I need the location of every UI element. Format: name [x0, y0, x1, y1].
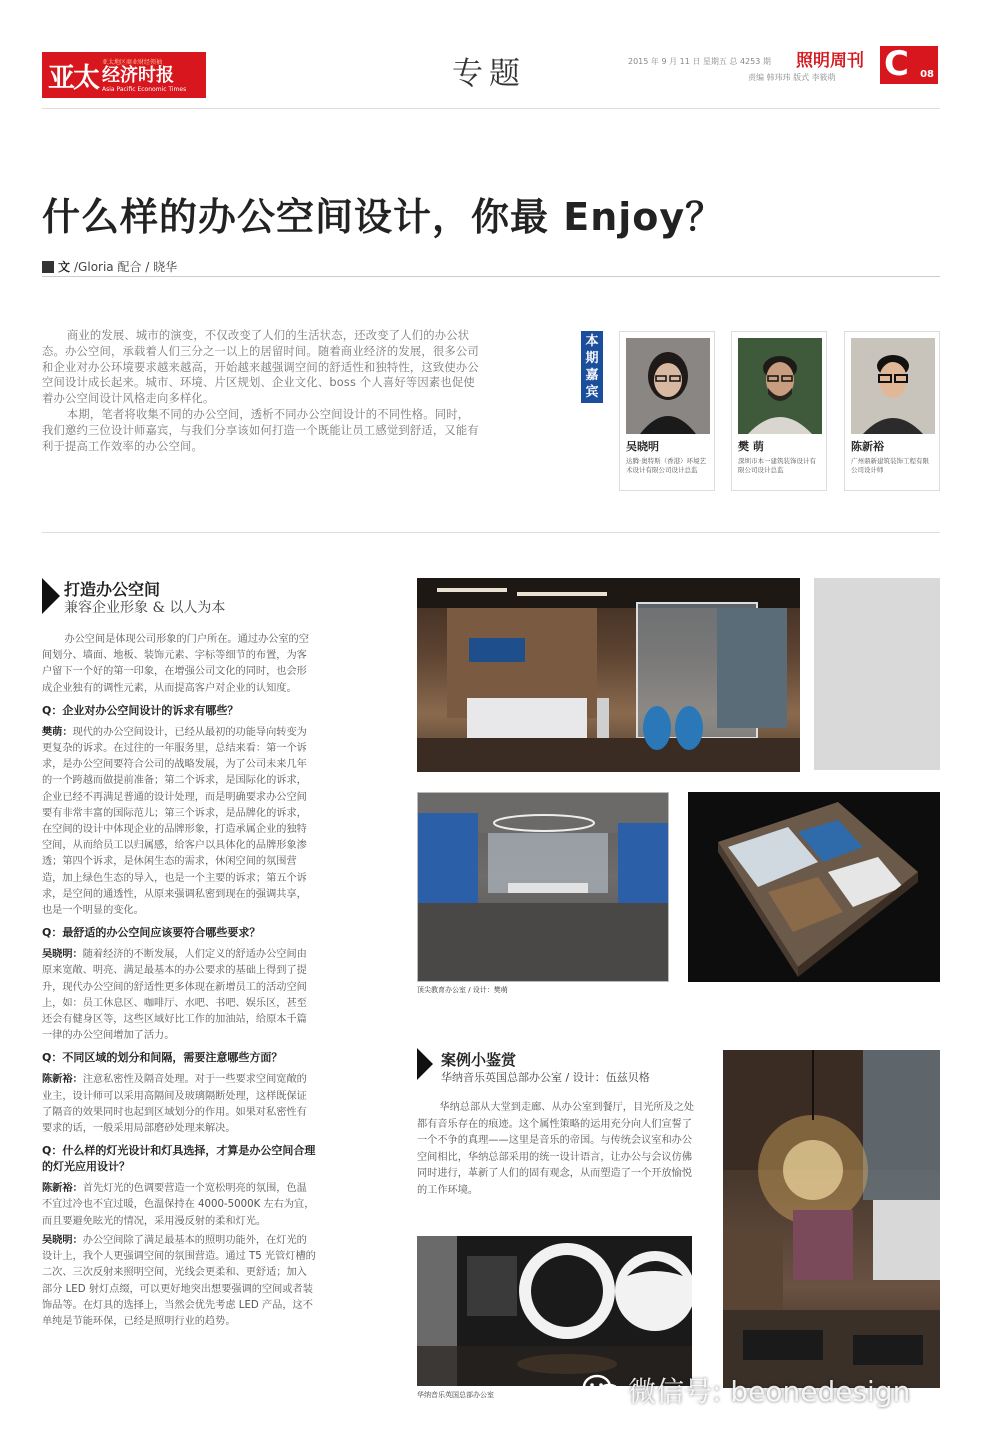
- answer: [42, 1072, 317, 1137]
- wechat-icon: [582, 1373, 622, 1407]
- issue-info: 2015 年 9 月 11 日 星期五 总 4253 期: [628, 57, 771, 66]
- guest-name: 陈新裕: [851, 440, 884, 453]
- guest-name: 樊 萌: [738, 440, 764, 453]
- page-number: 08: [920, 69, 934, 80]
- speaker: 樊萌：: [42, 726, 73, 738]
- placeholder-block: [814, 578, 940, 770]
- speaker: 吴晓明：: [42, 1234, 83, 1246]
- intro-paragraph: 商业的发展、城市的演变，不仅改变了人们的生活状态，还改变了人们的办公状态。办公空间，承载着人们三分之一以上的居留时间。随着商业经济的发展，很多公司和企业对办公环境要求越来越高，开始越来越强调空间的舒适性和独特性，这致使办公空间设计成长起来。城市、环境、片区规划、企业文化、boss 个人喜好等因素也促使着办公空间设计风格走向多样化。: [42, 329, 479, 406]
- divider: [42, 532, 940, 533]
- weekly-brand: 照明周刊: [796, 51, 864, 71]
- office-lobby-photo: [417, 578, 800, 772]
- section-arrow-icon: [417, 1048, 433, 1080]
- page-badge: [880, 46, 938, 84]
- floorplan-render-photo: [688, 792, 940, 982]
- section-heading: 打造办公空间: [64, 580, 161, 599]
- guest-photo: [851, 338, 935, 434]
- section-subheading: 华纳音乐英国总部办公室 / 设计：伍兹贝格: [441, 1071, 650, 1084]
- guest-card: [619, 331, 715, 491]
- warner-atrium-photo: [723, 1050, 940, 1388]
- intro-text: [42, 328, 480, 454]
- section-heading: 案例小鉴赏: [441, 1051, 517, 1069]
- portrait-icon: [626, 338, 710, 434]
- headline: 什么样的办公空间设计，你最 Enjoy？: [42, 195, 725, 239]
- byline-label: 文: [58, 260, 71, 274]
- answer-text: 随着经济的不断发展，人们定义的舒适办公空间由原来宽敞、明亮、满足最基本的办公要求的基础上得到了提升，现代办公空间的舒适性更多体现在新增员工的活动空间上，如：员工休息区、咖啡厅、水吧、书吧、娱乐区，甚至还会有健身区等，这些区域好比工作的加油站，给原本千篇一律的办公空间增加了活力。: [42, 949, 307, 1042]
- case-paragraph: 华纳总部从大堂到走廊、从办公室到餐厅，目光所及之处都有音乐存在的痕迹。这个属性策略的运用充分向人们宣誓了一个不争的真理——这里是音乐的帝国。与传统会议室和办公空间相比，华纳总部采用的统一设计语言，让办公与会议仿佛同时进行，革新了人们的固有观念，从而塑造了一个开放愉悦的工作环境。: [417, 1102, 695, 1196]
- guest-name: 吴晓明: [626, 440, 659, 453]
- guests-tag: 本期嘉宾: [581, 331, 603, 403]
- section-arrow-icon: [42, 578, 60, 614]
- portrait-icon: [738, 338, 822, 434]
- answer-text: 办公空间除了满足最基本的照明功能外，在灯光的设计上，我个人更强调空间的氛围营造。通过 T5 光管灯槽的二次、三次反射来照明空间，光线会更柔和、更舒适；加入部分 LED 射灯点缀，可以更好地突出想要强调的空间或者装饰品等。在灯具的选择上，当然会优先考虑 LED 产品，这不单纯是节能环保，已经是照明行业的趋势。: [42, 1234, 316, 1327]
- answer: [42, 1233, 317, 1330]
- page-letter: C: [884, 44, 909, 84]
- editor-info: 责编 韩玮玮 版式 李筱萌: [748, 73, 836, 82]
- speaker: 陈新裕：: [42, 1074, 83, 1086]
- question: Q：不同区域的划分和间隔，需要注意哪些方面？: [42, 1051, 283, 1065]
- intro-paragraph: 本期，笔者将收集不同的办公空间，透析不同办公空间设计的不同性格。同时，我们邀约三位设计师嘉宾，与我们分享该如何打造一个既能让员工感觉到舒适，又能有利于提高工作效率的办公空间。: [42, 407, 479, 453]
- divider: [42, 108, 940, 109]
- newspaper-logo: [42, 52, 206, 98]
- article-column: [42, 632, 317, 1333]
- watermark-text: 微信号: beonedesign: [628, 1375, 911, 1408]
- case-text: [417, 1100, 695, 1200]
- logo-mark: 亚太: [48, 62, 98, 94]
- answer: [42, 725, 317, 919]
- answer-text: 首先灯光的色调要营造一个宽松明亮的氛围，色温不宜过冷也不宜过暖，色温保持在 4000-5000K 左右为宜，而且要避免眩光的情况，采用漫反射的柔和灯光。: [42, 1183, 315, 1227]
- answer: [42, 1181, 317, 1230]
- logo-name: 经济时报: [102, 65, 174, 86]
- divider: [42, 276, 940, 277]
- photo-caption: 华纳音乐英国总部办公室: [417, 1391, 494, 1399]
- guest-card: [731, 331, 827, 491]
- guest-photo: [626, 338, 710, 434]
- warner-lounge-photo: [417, 1236, 692, 1386]
- guest-photo: [738, 338, 822, 434]
- byline-text: /Gloria 配合 / 晓华: [74, 260, 178, 274]
- logo-slogan: 亚太地区商业财经领袖: [102, 59, 163, 66]
- answer: [42, 947, 317, 1044]
- portrait-icon: [851, 338, 935, 434]
- wechat-watermark: [582, 1370, 910, 1410]
- open-office-photo: [417, 792, 669, 982]
- speaker: 吴晓明：: [42, 949, 83, 961]
- answer-text: 注意私密性及隔音处理。对于一些要求空间宽敞的业主，设计师可以采用高隔间及玻璃隔断处理，这样既保证了隔音的效果同时也起到区域划分的作用。如果对私密性有要求的话，一般采用局部磨砂处理来解决。: [42, 1074, 307, 1135]
- guest-title: 达腾·奥特斯（香港）环境艺术设计有限公司设计总监: [626, 457, 707, 474]
- section-title: 专题: [452, 56, 526, 92]
- byline: [42, 258, 177, 275]
- answer-text: 现代的办公空间设计，已经从最初的功能导向转变为更复杂的诉求。在过往的一年服务里，总结来看：第一个诉求，是办公空间要符合公司的战略发展，为了公司未来几年的一个跨越而做提前准备；第二个诉求，是国际化的诉求，企业已经不再满足普通的设计处理，而是明确要求办公空间要有非常丰富的国际范儿；第三个诉求，是品牌化的诉求，在空间的设计中体现企业的品牌形象，打造承属企业的独特空间，从而给员工以归属感，给客户以具体化的品牌形象渗透；第四个诉求，是休闲生态的需求，休闲空间的氛围营造，加上绿色生态的导入，也是一个主要的诉求；第五个诉求，是空间的通透性，从原来强调私密到现在的强调共享，也是一个明显的变化。: [42, 726, 307, 917]
- guest-title: 广州鼎新建筑装饰工程有限公司设计师: [851, 457, 929, 474]
- question: Q：最舒适的办公空间应该要符合哪些要求？: [42, 926, 261, 940]
- guest-title: 深圳市本一建筑装饰设计有限公司设计总监: [738, 457, 816, 474]
- pen-icon: [42, 261, 54, 273]
- question: Q：企业对办公空间设计的诉求有哪些？: [42, 703, 239, 717]
- logo-english: Asia Pacific Economic Times: [102, 86, 187, 93]
- speaker: 陈新裕：: [42, 1183, 83, 1195]
- lead-paragraph: 办公空间是体现公司形象的门户所在。通过办公室的空间划分、墙面、地板、装饰元素、字标等细节的布置，为客户留下一个好的第一印象，在增强公司文化的同时，也会形成企业独有的调性元素，从而提高客户对企业的认知度。: [42, 634, 309, 694]
- question: Q：什么样的灯光设计和灯具选择，才算是办公空间合理的灯光应用设计？: [42, 1144, 316, 1174]
- guest-card: [844, 331, 940, 491]
- photo-caption: 顶尖教育办公室 / 设计：樊萌: [417, 986, 508, 994]
- section-subheading: 兼容企业形象 & 以人为本: [64, 600, 226, 616]
